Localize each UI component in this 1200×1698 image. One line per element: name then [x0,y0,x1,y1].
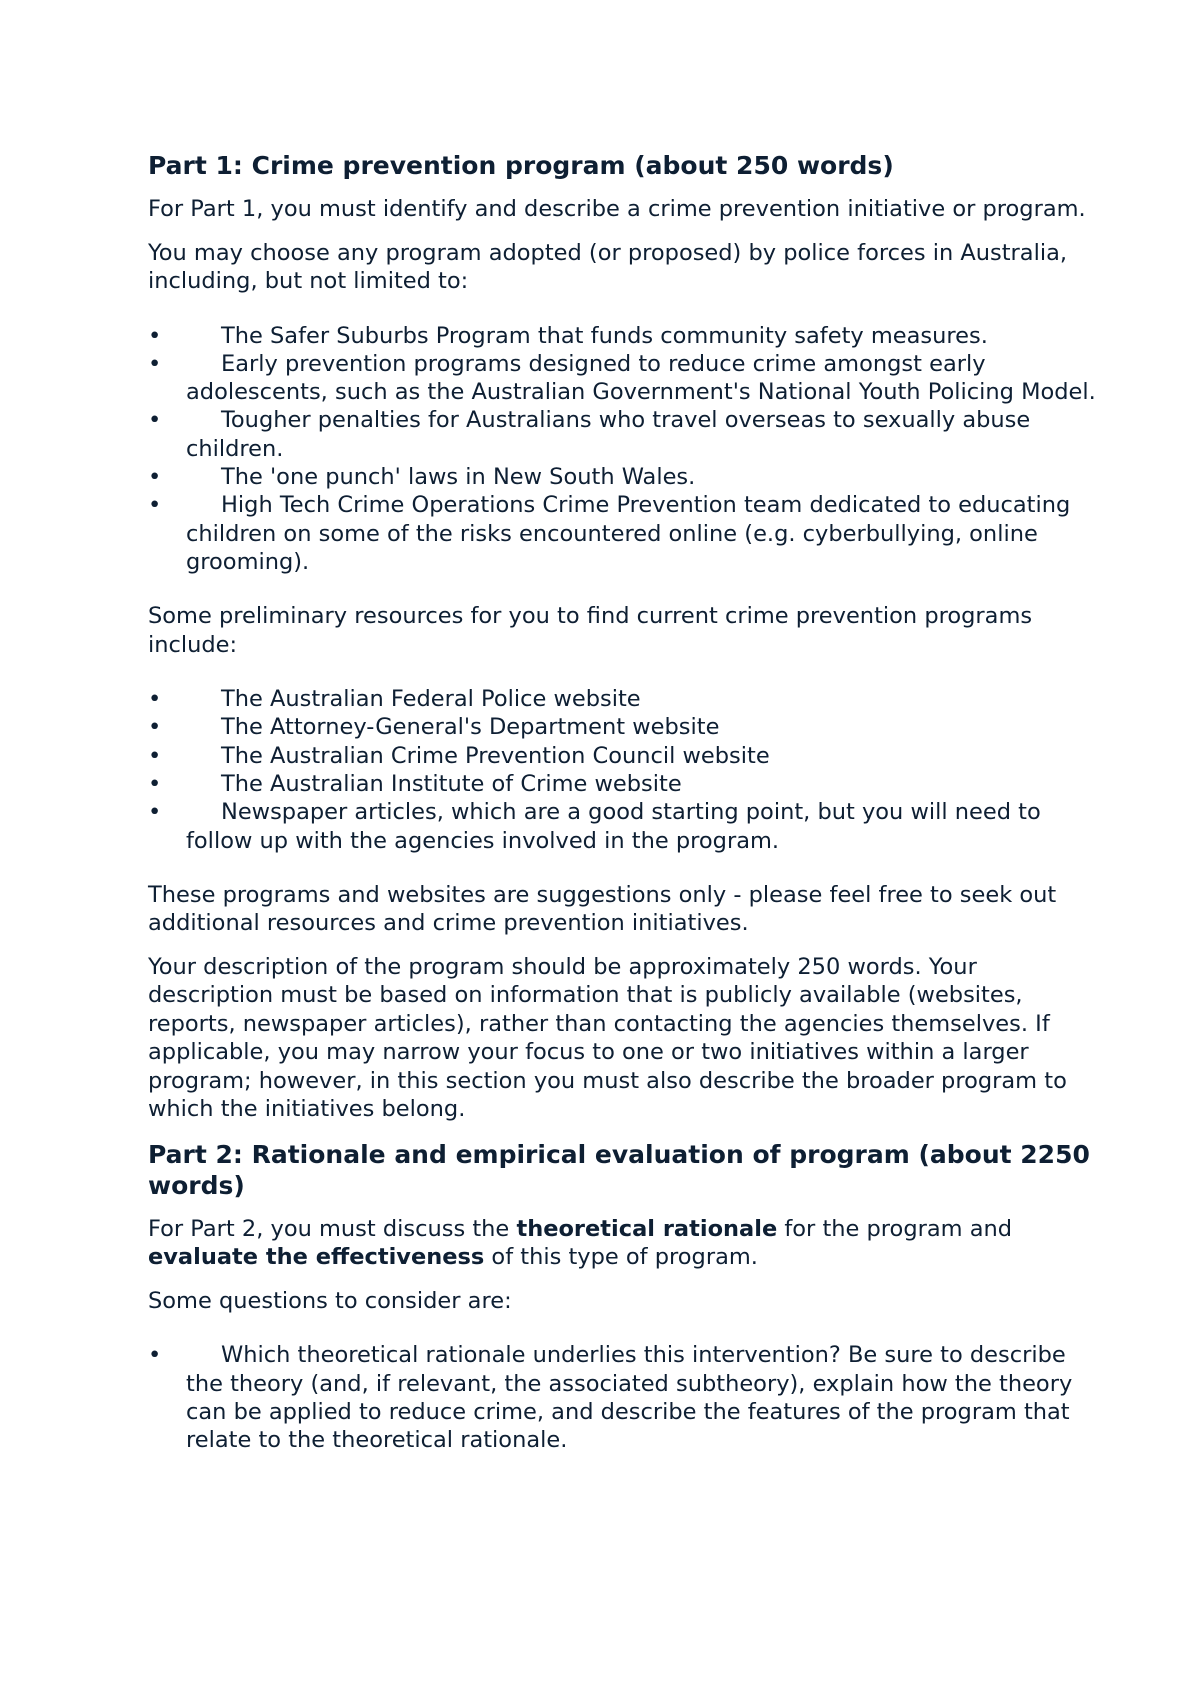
list-item [148,685,1100,713]
bullet-icon: • [148,1342,162,1369]
list-item-text: Early prevention programs designed to reduce crime amongst early adolescents, such as the Australian Government's National Youth Policing Model. [186,350,1096,406]
part2-heading: Part 2: Rationale and empirical evaluation of program (about 2250 words) [148,1139,1090,1200]
list-item-text: The Australian Federal Police website [221,686,641,713]
list-item-text: Which theoretical rationale underlies this intervention? Be sure to describe the theory (and, if relevant, the associated subtheory), explain how the theory can be applied to reduce crime, and describe the features of the program that relate to the theoretical rationale. [186,1342,1073,1454]
list-item-text: Tougher penalties for Australians who travel overseas to sexually abuse children. [186,407,1031,462]
resources-intro: Some preliminary resources for you to find current crime prevention programs include: [148,603,1033,658]
list-item [148,491,1100,576]
list-item-text: The Attorney-General's Department website [221,714,720,741]
bullet-icon: • [148,799,162,826]
list-item-text: High Tech Crime Operations Crime Prevention team dedicated to educating children on some of the risks encountered online (e.g. cyberbullying, online grooming). [186,492,1071,575]
bullet-icon: • [148,492,162,519]
list-item [148,770,1100,798]
resource-list [148,685,1100,855]
list-item [148,1341,1100,1454]
list-item-text: Newspaper articles, which are a good starting point, but you will need to follow up with the agencies involved in the program. [186,799,1041,854]
suggestions-text: These programs and websites are suggestions only - please feel free to seek out additional resources and crime prevention initiatives. [148,881,1057,937]
list-item-text: The Australian Institute of Crime website [221,771,682,798]
list-item [148,713,1100,741]
bullet-icon: • [148,322,162,349]
list-item [148,322,1100,350]
bullet-icon: • [148,742,162,769]
list-item-text: The Australian Crime Prevention Council website [221,742,770,769]
bullet-icon: • [148,714,162,741]
list-item [148,406,1100,463]
part2-intro: For Part 2, you must discuss the theoretical rationale for the program and evaluate the effectiveness of this type of program. [148,1215,1013,1271]
program-list [148,322,1100,577]
theoretical-rationale-emphasis: theoretical rationale [516,1215,778,1242]
list-item [148,350,1100,407]
bullet-icon: • [148,686,162,713]
list-item-text: The 'one punch' laws in New South Wales. [221,463,696,490]
evaluate-effectiveness-emphasis: evaluate the effectiveness [148,1244,485,1271]
question-list [148,1341,1100,1454]
bullet-icon: • [148,407,162,434]
part1-intro: For Part 1, you must identify and describe a crime prevention initiative or program. [148,196,1086,222]
list-item [148,798,1100,855]
part1-heading: Part 1: Crime prevention program (about 250 words) [148,151,894,180]
part1-choose-text: You may choose any program adopted (or proposed) by police forces in Australia, including, but not limited to: [148,239,1068,294]
list-item-text: The Safer Suburbs Program that funds community safety measures. [221,322,988,349]
description-text: Your description of the program should be approximately 250 words. Your description must be based on information that is publicly available (websites, reports, newspaper articles), rather than contacting the agencies themselves. If applicable, you may narrow your focus to one or two initiatives within a larger program; however, in this section you must also describe the broader program to which the initiatives belong. [148,953,1067,1123]
bullet-icon: • [148,350,162,377]
bullet-icon: • [148,463,162,490]
list-item [148,463,1100,491]
list-item [148,742,1100,770]
questions-intro: Some questions to consider are: [148,1287,512,1314]
bullet-icon: • [148,771,162,798]
